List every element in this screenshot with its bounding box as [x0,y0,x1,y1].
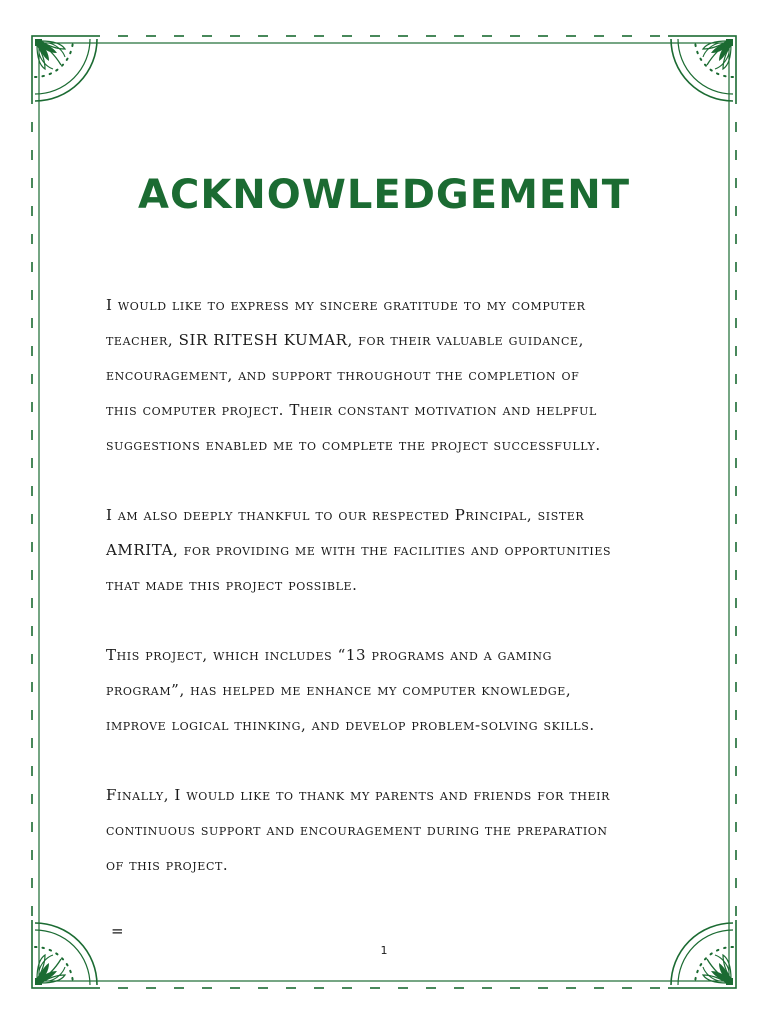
paragraph-line: encouragement, and support throughout the completion of [106,366,580,384]
page-number: 1 [380,944,388,957]
paragraph-line: of this project. [106,856,229,874]
paragraph-line: This project, which includes “13 programs and a gaming [106,646,553,664]
paragraph-line: improve logical thinking, and develop problem-solving skills. [106,716,595,734]
paragraph-line: AMRITA, for providing me with the facilities and opportunities [106,541,612,559]
paragraph-gratitude-teacher [106,288,686,463]
paragraph-line: program”, has helped me enhance my computer knowledge, [106,681,572,699]
paragraph-line: suggestions enabled me to complete the project successfully. [106,436,601,454]
paragraph-project-description [106,638,686,743]
stray-mark: = [111,922,124,940]
paragraph-line: this computer project. Their constant motivation and helpful [106,401,597,419]
page-title: ACKNOWLEDGEMENT [138,172,630,218]
paragraph-line: Finally, I would like to thank my parents and friends for their [106,786,610,804]
paragraph-line: I would like to express my sincere gratitude to my computer [106,296,586,314]
paragraph-line: continuous support and encouragement during the preparation [106,821,608,839]
paragraph-line: that made this project possible. [106,576,358,594]
paragraph-thanks-principal [106,498,686,603]
paragraph-thanks-family [106,778,686,883]
paragraph-line: teacher, SIR RITESH KUMAR, for their valuable guidance, [106,331,585,349]
paragraph-line: I am also deeply thankful to our respected Principal, sister [106,506,585,524]
